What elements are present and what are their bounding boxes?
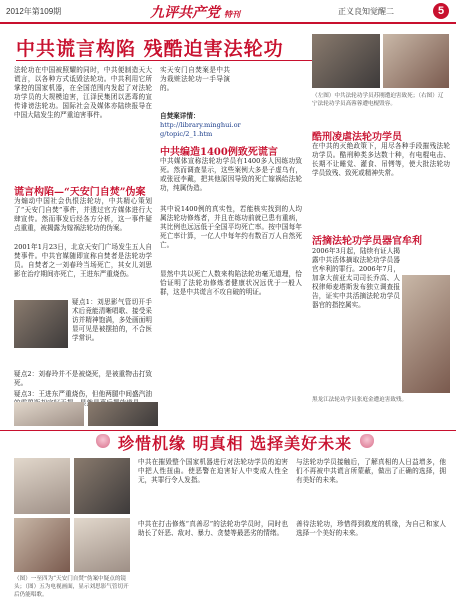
publication-brand [150, 2, 240, 22]
screenshot-photo-2 [88, 402, 158, 426]
bottom-para3: 与法轮功学员接触后，了解真相的人日益增多，他们不再被中共谎言所蒙蔽，做出了正确的选择，拥有美好的未来。 [296, 458, 446, 484]
col2-intro: 实天安门自焚案是中共为栽赃法轮功一手导演的。 [160, 66, 230, 92]
bottom-para4: 善待法轮功，珍惜得到救度的机缘，为自己和家人选择一个美好的未来。 [296, 520, 446, 537]
victim-photo-right [383, 34, 449, 88]
bottom-photo-1 [14, 458, 70, 514]
top-photo-caption: （左图）中共法轮功学员苏刚遭迫害致死；（右图）辽宁法轮功学员高蓉蓉遭电棍毁容。 [312, 93, 444, 107]
mid-photo-caption: 黑龙江法轮功学员张庭金遭迫害致残。 [312, 397, 408, 403]
banner-title: 珍惜机缘 明真相 选择美好未来 [118, 434, 353, 453]
col2-link-label: 自焚案详情： [160, 112, 200, 120]
col3-heading2: 活摘法轮功学员器官牟利 [312, 236, 422, 247]
section-title: 正义良知觉醒二 [338, 7, 394, 16]
fire-scene-photo [14, 300, 68, 348]
headline-rule [16, 60, 316, 61]
col2-heading: 中共编造1400例致死谎言 [160, 147, 278, 158]
col1-para2: 为煽动中国社会仇恨法轮功，中共精心策划了“天安门自焚”事件，并透过官方媒体进行大肆宣传。然而事发后经各方分析，这一事件疑点重重，被揭露为嫁祸法轮功的伪案。 [14, 197, 152, 232]
col2-para2: 中共媒体宣称法轮功学员有1400多人因练功致死。然而调查显示，这些案例大多是子虚乌有，或张冠李戴，把其他原因导致的死亡嫁祸给法轮功，纯属伪造。 [160, 157, 302, 192]
col1-doubt2: 疑点2：刘春玲并不是被烧死，是被重物击打致死。 [14, 370, 152, 387]
brand-title: 九评共产党 [150, 5, 220, 21]
col1-heading: 谎言构陷—“天安门自焚”伪案 [14, 187, 146, 198]
page-number: 5 [433, 3, 449, 19]
screenshot-photo-1 [14, 402, 84, 426]
col1-para3: 2001年1月23日，北京天安门广场发生五人自焚事件。中共官媒随即宣称自焚者是法轮功学员。自焚者之一刘春玲当场死亡，其女儿刘思影在治疗期间亦死亡，王进东严重烧伤。 [14, 243, 152, 278]
col1-doubt3: 疑点3：王进东严重烧伤，但他两腿中间盛汽油 [14, 390, 152, 398]
col2-link-url[interactable]: http://library.minghui.org/topic/2_1.htm [160, 121, 241, 138]
issue-label: 2012年第109期 [6, 7, 62, 16]
col3-heading1: 酷刑凌虐法轮功学员 [312, 132, 402, 143]
brand-tag: 特刊 [224, 9, 240, 19]
bottom-photo-3 [14, 518, 70, 572]
lotus-icon [96, 434, 110, 448]
col1-intro: 法轮功在中国被照耀的同时，中共便制造天大谎言，以各种方式诋毁法轮功。中共利用它所掌控的国家机器，在全国范围内发起了对法轮功学员的大规模迫害，江泽民集团以恶毒的宣传诽谤法轮功。国际社会及媒体亦陆续报导在中国大陆发生的严重迫害事件。 [14, 66, 152, 119]
bottom-para2: 中共在打击修炼“真善忍”的法轮功学员时，同时也助长了奸恶、敌对、暴力、贪婪等最恶劣的情绪。 [138, 520, 288, 537]
col3-para1: 在中共的灭绝政策下，用尽各种手段摧残法轮功学员。酷刑种类多达数十种，有电棍电击、长期不让睡觉、灌食、吊铐等，使大批法轮功学员致残、致死或精神失常。 [312, 142, 450, 177]
victim-photo-standing [402, 275, 450, 393]
col2-para3: 其中说1400例的真实性，若能核实找到的人均属法轮功修炼者，并且在练功前就已患有重病，其比例也远远低于全国平均死亡率。按中国每年死亡率计算，一亿人中每年约有数百万人自然死亡。 [160, 205, 302, 249]
victim-photo-left [312, 34, 380, 88]
col3-para2: 2006年3月起，陆续有证人揭露中共活体摘取法轮功学员器官牟利的罪行。2006年7月，加拿大前亚太司司长乔高、人权律师麦塔斯发布独立调查报告，证实中共活摘法轮功学员器官的指控属实。 [312, 247, 400, 309]
headline: 中共谎言构陷 残酷迫害法轮功 [16, 38, 284, 60]
col2-para4: 显然中共以死亡人数来构陷法轮功毫无道理，恰恰证明了法轮功修炼者健康状况远优于一般人群，这是中共谎言不攻自破的明证。 [160, 270, 302, 296]
bottom-photo-2 [74, 458, 130, 514]
lotus-icon-right [360, 434, 374, 448]
bottom-para1: 中共在摧毁整个国家机器进行对法轮功学员的迫害中把人性扭曲。使恶警在迫害好人中变成人性全无，其罪行令人发指。 [138, 458, 288, 484]
bottom-photo-caption: （图）一至四为“天安门自焚”伪案中疑点的镜头；（图）五为电视画面，显示刘思影气管切开后仍能唱歌。 [14, 576, 129, 598]
col1-doubt1: 疑点1：刘思影气管切开手术后竟能清晰唱歌、接受采访并精神饱满，多处画面明显可见是被摆拍的，不合医学常识。 [72, 298, 152, 342]
bottom-photo-4 [74, 518, 130, 572]
